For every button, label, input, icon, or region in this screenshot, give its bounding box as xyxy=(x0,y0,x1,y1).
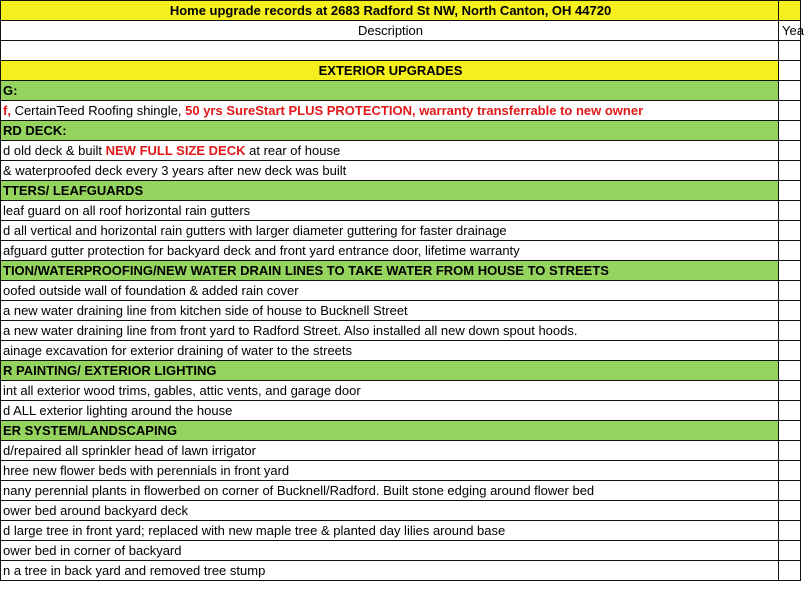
year-cell[interactable] xyxy=(779,141,801,161)
description-cell[interactable] xyxy=(1,321,779,341)
header-row xyxy=(1,21,801,41)
year-cell[interactable] xyxy=(779,321,801,341)
highlighted-text: 50 yrs SureStart PLUS PROTECTION, warranty transferrable to new owner xyxy=(185,102,644,118)
year-cell[interactable] xyxy=(779,81,801,101)
description-cell[interactable] xyxy=(1,521,779,541)
description-text: a new water draining line from kitchen side of house to Bucknell Street xyxy=(3,302,408,318)
table-row xyxy=(1,481,801,501)
description-cell[interactable] xyxy=(1,381,779,401)
table-row xyxy=(1,441,801,461)
year-cell[interactable] xyxy=(779,121,801,141)
description-cell[interactable] xyxy=(1,201,779,221)
table-row xyxy=(1,301,801,321)
year-cell[interactable] xyxy=(779,241,801,261)
description-column-header[interactable]: Description xyxy=(1,21,779,41)
section-band-row xyxy=(1,61,801,81)
description-cell[interactable] xyxy=(1,441,779,461)
table-row xyxy=(1,141,801,161)
table-row xyxy=(1,221,801,241)
description-text: nany perennial plants in flowerbed on corner of Bucknell/Radford. Built stone edging around flower bed xyxy=(3,482,595,498)
description-text: int all exterior wood trims, gables, attic vents, and garage door xyxy=(3,382,361,398)
description-text: ower bed around backyard deck xyxy=(3,502,189,518)
description-cell[interactable] xyxy=(1,501,779,521)
description-text: leaf guard on all roof horizontal rain gutters xyxy=(3,202,251,218)
year-cell[interactable] xyxy=(779,361,801,381)
description-cell[interactable] xyxy=(1,241,779,261)
description-text: oofed outside wall of foundation & added rain cover xyxy=(3,282,299,298)
table-row xyxy=(1,521,801,541)
description-cell[interactable] xyxy=(1,141,779,161)
category-cell[interactable]: R PAINTING/ EXTERIOR LIGHTING xyxy=(1,361,779,381)
records-table-body xyxy=(1,1,804,581)
year-cell[interactable] xyxy=(779,221,801,241)
description-cell[interactable] xyxy=(1,221,779,241)
description-cell[interactable] xyxy=(1,281,779,301)
description-cell[interactable] xyxy=(1,481,779,501)
highlighted-text: f, xyxy=(3,102,15,118)
table-row xyxy=(1,161,801,181)
year-cell[interactable] xyxy=(779,381,801,401)
description-text: d ALL exterior lighting around the house xyxy=(3,402,233,418)
table-row xyxy=(1,241,801,261)
description-text: a new water draining line from front yard to Radford Street. Also installed all new down spout hoods. xyxy=(3,322,578,338)
year-cell[interactable] xyxy=(779,301,801,321)
table-row xyxy=(1,381,801,401)
table-row xyxy=(1,281,801,301)
year-cell[interactable] xyxy=(779,181,801,201)
description-text: d all vertical and horizontal rain gutters with larger diameter guttering for faster drainage xyxy=(3,222,507,238)
category-row xyxy=(1,81,801,101)
description-cell[interactable] xyxy=(1,541,779,561)
category-cell[interactable]: ER SYSTEM/LANDSCAPING xyxy=(1,421,779,441)
category-row xyxy=(1,121,801,141)
table-row xyxy=(1,101,801,121)
category-row xyxy=(1,361,801,381)
title-year-cell[interactable] xyxy=(779,1,801,21)
description-cell[interactable] xyxy=(1,561,779,581)
description-text: & waterproofed deck every 3 years after new deck was built xyxy=(3,162,347,178)
table-row xyxy=(1,461,801,481)
description-cell[interactable] xyxy=(1,341,779,361)
year-cell[interactable] xyxy=(779,401,801,421)
highlighted-text: NEW FULL SIZE DECK xyxy=(105,142,246,158)
section-band[interactable]: EXTERIOR UPGRADES xyxy=(1,61,779,81)
sheet-title[interactable]: Home upgrade records at 2683 Radford St NW, North Canton, OH 44720 xyxy=(1,1,779,21)
year-cell[interactable] xyxy=(779,481,801,501)
category-cell[interactable]: TION/WATERPROOFING/NEW WATER DRAIN LINES TO TAKE WATER FROM HOUSE TO STREETS xyxy=(1,261,779,281)
category-cell[interactable]: TTERS/ LEAFGUARDS xyxy=(1,181,779,201)
category-row xyxy=(1,181,801,201)
table-row xyxy=(1,341,801,361)
year-cell[interactable] xyxy=(779,521,801,541)
year-cell[interactable] xyxy=(779,101,801,121)
blank-cell[interactable] xyxy=(1,41,779,61)
description-text: at rear of house xyxy=(245,142,341,158)
description-text: d large tree in front yard; replaced with new maple tree & planted day lilies around base xyxy=(3,522,506,538)
category-cell[interactable]: G: xyxy=(1,81,779,101)
description-text: CertainTeed Roofing shingle, xyxy=(14,102,186,118)
table-row xyxy=(1,401,801,421)
year-cell[interactable] xyxy=(779,261,801,281)
description-text: ower bed in corner of backyard xyxy=(3,542,182,558)
year-cell[interactable] xyxy=(779,161,801,181)
year-cell[interactable] xyxy=(779,501,801,521)
description-cell[interactable] xyxy=(1,301,779,321)
year-cell[interactable] xyxy=(779,441,801,461)
year-cell[interactable] xyxy=(779,341,801,361)
description-text: d/repaired all sprinkler head of lawn irrigator xyxy=(3,442,256,458)
table-row xyxy=(1,561,801,581)
year-column-header[interactable]: Yea xyxy=(779,21,801,41)
year-cell[interactable] xyxy=(779,421,801,441)
year-cell[interactable] xyxy=(779,201,801,221)
description-cell[interactable] xyxy=(1,461,779,481)
year-cell[interactable] xyxy=(779,561,801,581)
description-cell[interactable] xyxy=(1,101,779,121)
title-row xyxy=(1,1,801,21)
table-row xyxy=(1,501,801,521)
category-row xyxy=(1,261,801,281)
year-cell[interactable] xyxy=(779,541,801,561)
description-cell[interactable] xyxy=(1,161,779,181)
section-band-year-cell[interactable] xyxy=(779,61,801,81)
year-cell[interactable] xyxy=(779,461,801,481)
description-text: n a tree in back yard and removed tree stump xyxy=(3,562,266,578)
category-cell[interactable]: RD DECK: xyxy=(1,121,779,141)
description-text: d old deck & built xyxy=(3,142,106,158)
table-row xyxy=(1,541,801,561)
year-cell[interactable] xyxy=(779,281,801,301)
blank-row xyxy=(1,41,801,61)
table-row xyxy=(1,201,801,221)
description-text: ainage excavation for exterior draining of water to the streets xyxy=(3,342,353,358)
description-cell[interactable] xyxy=(1,401,779,421)
table-row xyxy=(1,321,801,341)
description-text: afguard gutter protection for backyard deck and front yard entrance door, lifetime warranty xyxy=(3,242,520,258)
blank-year-cell[interactable] xyxy=(779,41,801,61)
description-text: hree new flower beds with perennials in front yard xyxy=(3,462,290,478)
category-row xyxy=(1,421,801,441)
